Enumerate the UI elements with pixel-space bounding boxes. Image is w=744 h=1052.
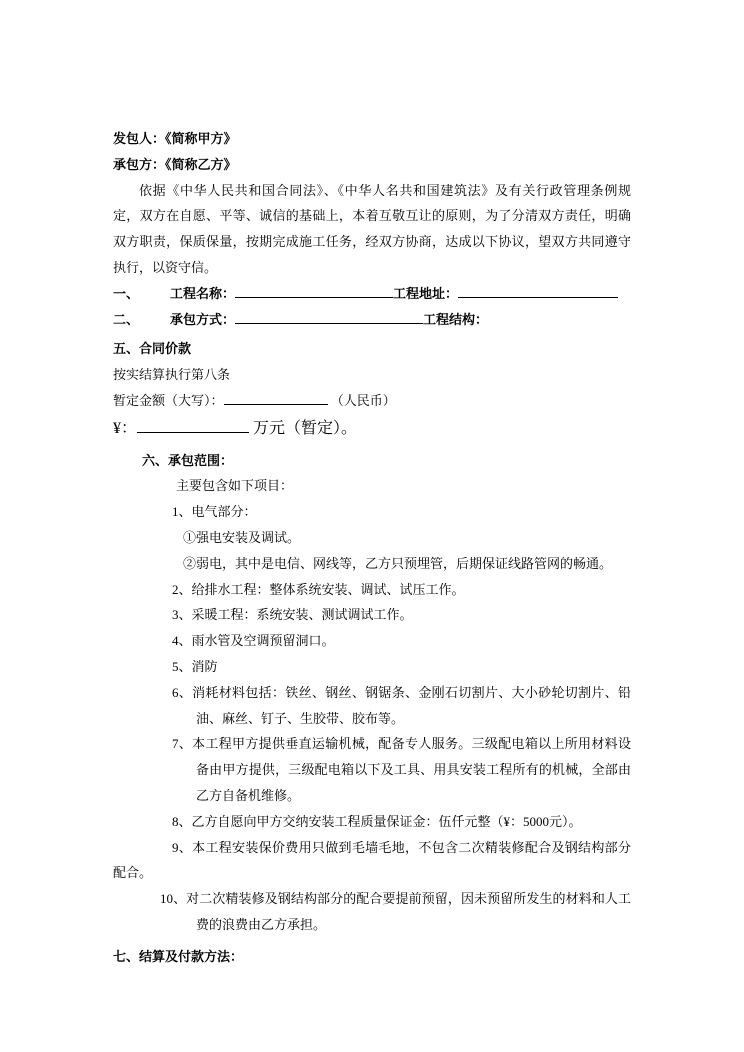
scope-subitem-1: ①强电安装及调试。: [183, 529, 301, 545]
scope-subitem-2: ②弱电，其中是电信、网线等，乙方只预埋管，后期保证线路管网的畅通。: [183, 555, 613, 571]
scope-intro: 主要包含如下项目：: [176, 478, 294, 494]
clause-six-title: 六、承包范围：: [142, 452, 234, 468]
scope-item-5: 5、消防: [172, 658, 218, 674]
contract-method-label: 承包方式：: [170, 311, 236, 327]
scope-item-7: 7、本工程甲方提供垂直运输机械，配备专人服务。三级配电箱以上所用材料设备由甲方提供，三级配电箱以下及工具、用具安装工程所有的机械，全部由乙方自备机维修。: [172, 736, 631, 803]
contract-preamble: 依据《中华人民共和国合同法》、《中华人名共和国建筑法》及有关行政管理条例规定，双方在自愿、平等、诚信的基础上，本着互敬互让的原则，为了分清双方责任，明确双方职责，保质保量，按期完成施工任务，经双方协商，达成以下协议，望双方共同遵守执行，以资守信。: [113, 182, 631, 275]
project-name-label: 工程名称：: [170, 285, 236, 301]
clause-two-number: 二、: [113, 311, 140, 327]
yuan-suffix: 万元（暂定）。: [253, 419, 358, 437]
clause-five-title: 五、合同价款: [113, 341, 192, 357]
party-b-line: 承包方：《简称乙方》: [113, 156, 237, 172]
project-address-label: 工程地址：: [393, 285, 459, 301]
tentative-amount-label: 暂定金额（大写）：: [113, 392, 224, 408]
tentative-amount-suffix: （人民币）: [330, 392, 396, 408]
party-a-line: 发包人：《简称甲方》: [113, 131, 237, 146]
scope-item-10: 10、对二次精装修及钢结构部分的配合要提前预留，因未预留所发生的材料和人工费的浪费由乙方承担。: [160, 891, 631, 932]
clause-project-name-line: [113, 281, 631, 307]
tentative-amount-line: [113, 388, 631, 414]
clause-seven-title: 七、结算及付款方法：: [113, 948, 244, 964]
project-name-blank: [235, 284, 393, 298]
clause-contract-method-line: [113, 307, 631, 333]
yuan-label: ¥：: [113, 419, 138, 437]
tentative-amount-blank: [224, 391, 328, 405]
project-structure-label: 工程结构：: [423, 311, 489, 327]
scope-item-6: 6、消耗材料包括：铁丝、钢丝、钢锯条、金刚石切割片、大小砂轮切割片、铅油、麻丝、钉子、生胶带、胶布等。: [172, 684, 631, 726]
yuan-amount-line: [113, 416, 631, 442]
clause-one-number: 一、: [113, 285, 140, 301]
scope-item-2: 2、给排水工程：整体系统安装、调试、试压工作。: [172, 581, 465, 597]
scope-item-9: 9、本工程安装保价费用只做到毛墙毛地，不包含二次精装修配合及钢结构部分配合。: [113, 839, 631, 881]
settlement-note: 按实结算执行第八条: [113, 367, 231, 383]
scope-item-4: 4、雨水管及空调预留洞口。: [172, 633, 335, 649]
scope-item-1: 1、电气部分：: [172, 504, 257, 520]
scope-item-3: 3、采暖工程：系统安装、测试调试工作。: [172, 607, 413, 623]
scope-item-8: 8、乙方自愿向甲方交纳安装工程质量保证金：伍仟元整（¥：5000元）。: [172, 813, 582, 829]
yuan-amount-blank: [137, 419, 249, 433]
contract-method-blank: [235, 310, 423, 324]
project-address-blank: [458, 284, 618, 298]
